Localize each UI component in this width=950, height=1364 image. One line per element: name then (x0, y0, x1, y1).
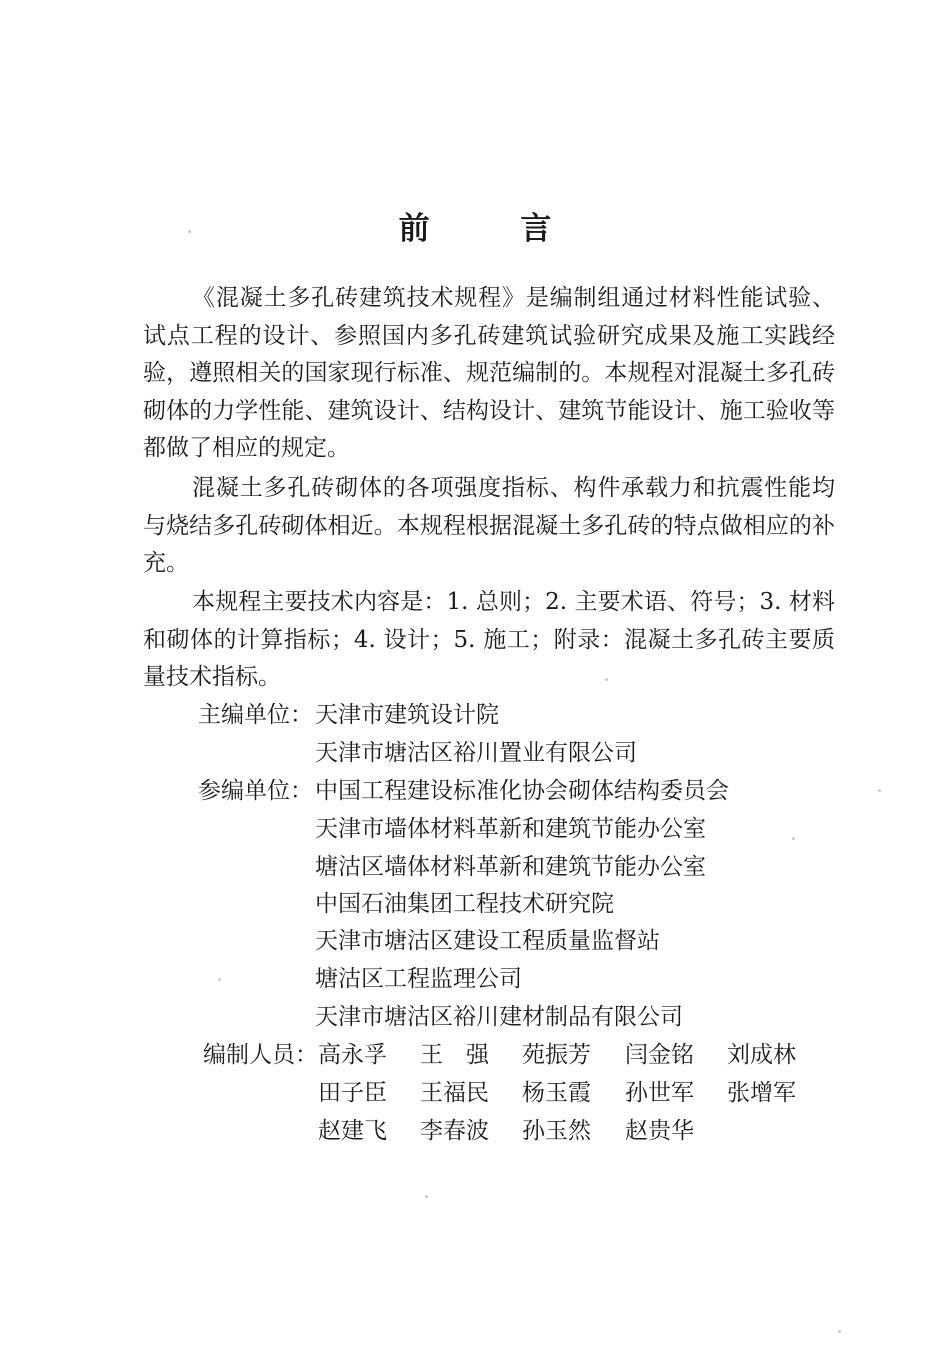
chief-editor-label: 主编单位： (198, 702, 313, 728)
editors-label: 编制人员： (203, 1042, 318, 1068)
editor-name: 苑振芳 (522, 1042, 591, 1068)
co-editor-unit: 中国石油集团工程技术研究院 (315, 891, 614, 917)
editor-name: 李春波 (420, 1118, 489, 1144)
scan-speck (605, 678, 608, 681)
scan-speck (188, 230, 191, 233)
co-editor-unit: 中国工程建设标准化协会砌体结构委员会 (315, 778, 729, 804)
paragraph-strength (143, 470, 835, 583)
editor-name: 高永孚 (318, 1042, 387, 1068)
co-editor-unit: 塘沽区工程监理公司 (315, 966, 522, 992)
paragraph-text: 混凝土多孔砖砌体的各项强度指标、构件承载力和抗震性能均与烧结多孔砖砌体相近。本规程根据混凝土多孔砖的特点做相应的补充。 (143, 475, 835, 577)
editor-name: 孙世军 (625, 1080, 694, 1106)
editor-name: 王 强 (420, 1042, 489, 1068)
co-editor-unit: 天津市塘沽区建设工程质量监督站 (315, 928, 660, 954)
paragraph-text: 《混凝土多孔砖建筑技术规程》是编制组通过材料性能试验、试点工程的设计、参照国内多孔砖建筑试验研究成果及施工实践经验，遵照相关的国家现行标准、规范编制的。本规程对混凝土多孔砖砌体的力学性能、建筑设计、结构设计、建筑节能设计、施工验收等都做了相应的规定。 (143, 285, 835, 462)
scan-speck (218, 978, 221, 981)
editor-name: 孙玉然 (522, 1118, 591, 1144)
editor-name: 赵贵华 (625, 1118, 694, 1144)
editor-name: 杨玉霞 (522, 1080, 591, 1106)
chief-editor-unit: 天津市建筑设计院 (315, 702, 499, 728)
scan-speck (792, 837, 795, 840)
editor-name: 刘成林 (727, 1042, 796, 1068)
editor-name: 张增军 (727, 1080, 796, 1106)
scan-speck (838, 1330, 841, 1333)
co-editor-unit: 塘沽区墙体材料革新和建筑节能办公室 (315, 854, 706, 880)
editor-name: 闫金铭 (625, 1042, 694, 1068)
editor-name: 赵建飞 (318, 1118, 387, 1144)
co-editor-label: 参编单位： (198, 778, 313, 804)
paragraph-text: 本规程主要技术内容是：1. 总则；2. 主要术语、符号；3. 材料和砌体的计算指标；4. 设计；5. 施工；附录：混凝土多孔砖主要质量技术指标。 (143, 589, 835, 691)
scan-speck (425, 1195, 428, 1198)
co-editor-unit: 天津市墙体材料革新和建筑节能办公室 (315, 816, 706, 842)
editor-name: 田子臣 (318, 1080, 387, 1106)
co-editor-unit: 天津市塘沽区裕川建材制品有限公司 (315, 1004, 683, 1030)
paragraph-intro (143, 280, 835, 468)
page-title: 前 言 (398, 211, 592, 247)
chief-editor-unit: 天津市塘沽区裕川置业有限公司 (315, 740, 637, 766)
editor-name: 王福民 (420, 1080, 489, 1106)
paragraph-contents (143, 584, 835, 697)
scan-speck (878, 789, 881, 792)
